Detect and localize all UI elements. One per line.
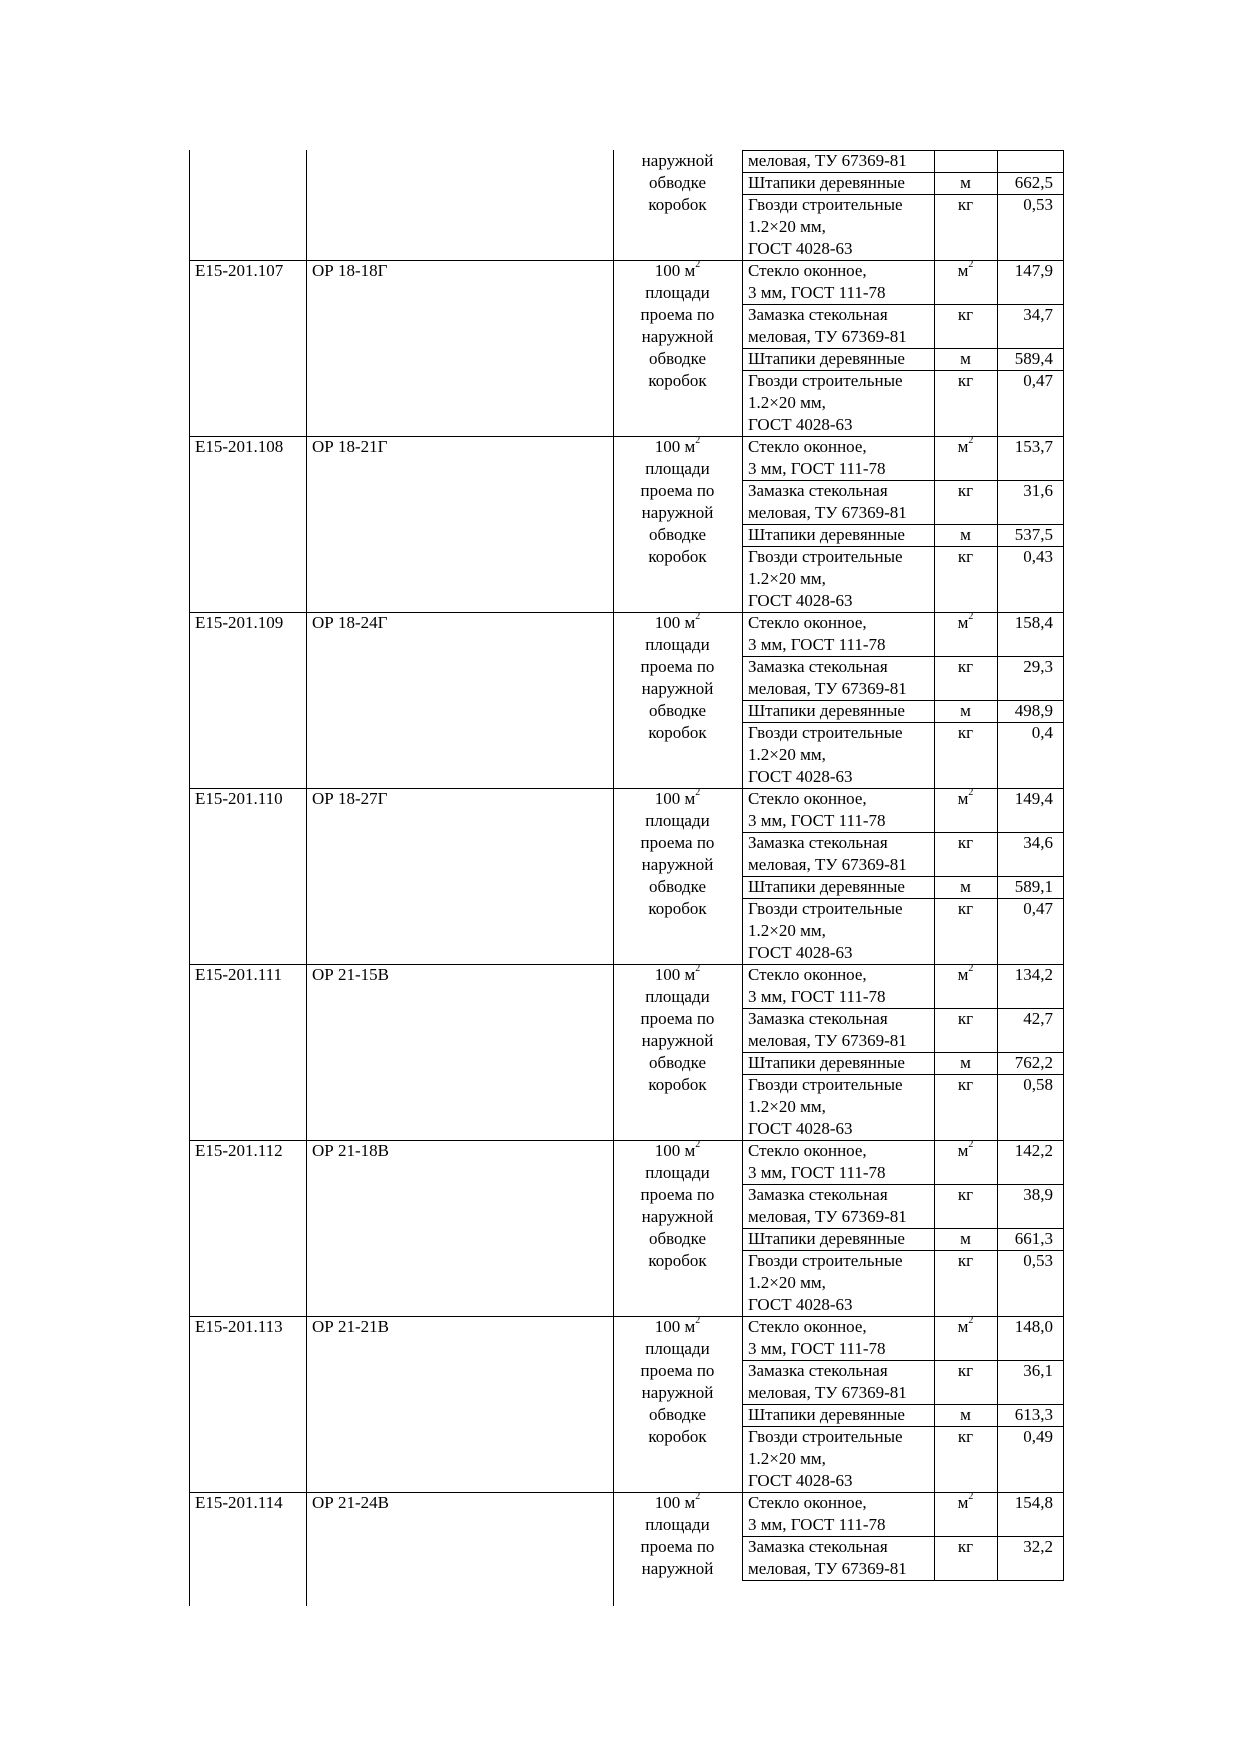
- unit-cell: кг: [957, 305, 974, 324]
- work-description-line: 100 $м^2$: [654, 259, 701, 280]
- superscript-2: 2: [968, 435, 974, 447]
- work-description-line: 100 $м^2$: [654, 1139, 701, 1160]
- material-name-line: Стекло оконное,: [748, 1493, 867, 1512]
- unit-cell: кг: [957, 657, 974, 676]
- material-name-line: ГОСТ 4028-63: [748, 591, 853, 610]
- table-bottom-border: [742, 1580, 1064, 1581]
- material-name-line: 3 мм, ГОСТ 111-78: [748, 811, 886, 830]
- material-name-line: 3 мм, ГОСТ 111-78: [748, 283, 886, 302]
- material-name-line: Штапики деревянные: [748, 1405, 905, 1424]
- quantity-cell: 662,5: [1014, 173, 1053, 192]
- unit-cell: кг: [957, 1185, 974, 1204]
- unit-cell: $м^2$: [957, 963, 974, 984]
- work-description-line: обводке: [648, 1053, 707, 1072]
- material-name-line: меловая, ТУ 67369-81: [748, 1031, 907, 1050]
- rate-code: Е15-201.110: [195, 789, 283, 808]
- material-name-line: 1.2×20 мм,: [748, 745, 826, 764]
- unit-cell: кг: [957, 723, 974, 742]
- quantity-cell: 537,5: [1014, 525, 1053, 544]
- quantity-cell: 0,58: [1023, 1075, 1053, 1094]
- unit-cell: кг: [957, 195, 974, 214]
- window-type: ОР 18-21Г: [312, 437, 388, 456]
- rate-code: Е15-201.107: [195, 261, 284, 280]
- work-description-line: 100 $м^2$: [654, 1491, 701, 1512]
- superscript-2: 2: [968, 963, 974, 975]
- material-name-line: Замазка стекольная: [748, 1185, 888, 1204]
- quantity-cell: 589,4: [1014, 349, 1053, 368]
- rate-code: Е15-201.111: [195, 965, 283, 984]
- rate-code: Е15-201.109: [195, 613, 284, 632]
- column-border: [1063, 150, 1064, 1581]
- window-type: ОР 21-18В: [312, 1141, 389, 1160]
- material-name-line: меловая, ТУ 67369-81: [748, 679, 907, 698]
- material-name-line: ГОСТ 4028-63: [748, 767, 853, 786]
- rate-code: Е15-201.108: [195, 437, 284, 456]
- superscript-2: 2: [968, 1139, 974, 1151]
- unit-cell: м: [960, 1053, 971, 1072]
- material-name-line: 1.2×20 мм,: [748, 217, 826, 236]
- quantity-cell: 498,9: [1014, 701, 1053, 720]
- quantity-cell: 0,47: [1023, 371, 1053, 390]
- superscript-2: 2: [695, 259, 701, 271]
- quantity-cell: 148,0: [1014, 1317, 1053, 1336]
- unit-cell: кг: [957, 899, 974, 918]
- unit-cell: м: [960, 1229, 971, 1248]
- material-name-line: Стекло оконное,: [748, 1317, 867, 1336]
- unit-cell: $м^2$: [957, 1491, 974, 1512]
- work-description-line: проема по: [640, 1009, 715, 1028]
- material-name-line: Гвозди строительные: [748, 371, 903, 390]
- quantity-cell: 154,8: [1014, 1493, 1053, 1512]
- material-name-line: Штапики деревянные: [748, 1229, 905, 1248]
- unit-cell: м: [960, 701, 971, 720]
- work-description-line: проема по: [640, 657, 715, 676]
- material-name-line: Замазка стекольная: [748, 1361, 888, 1380]
- material-name-line: Стекло оконное,: [748, 261, 867, 280]
- material-name-line: ГОСТ 4028-63: [748, 943, 853, 962]
- window-type: ОР 21-24В: [312, 1493, 389, 1512]
- superscript-2: 2: [695, 787, 701, 799]
- material-name-line: Замазка стекольная: [748, 1537, 888, 1556]
- material-name-line: Стекло оконное,: [748, 613, 867, 632]
- unit-cell: м: [960, 1405, 971, 1424]
- material-name-line: ГОСТ 4028-63: [748, 1471, 853, 1490]
- quantity-cell: 29,3: [1023, 657, 1053, 676]
- material-name-line: 3 мм, ГОСТ 111-78: [748, 987, 886, 1006]
- superscript-2: 2: [968, 1491, 974, 1503]
- window-type: ОР 18-27Г: [312, 789, 388, 808]
- material-name-line: Замазка стекольная: [748, 657, 888, 676]
- unit-cell: кг: [957, 1537, 974, 1556]
- work-description-line: 100 $м^2$: [654, 963, 701, 984]
- unit-cell: кг: [957, 371, 974, 390]
- work-description-line: проема по: [640, 305, 715, 324]
- superscript-2: 2: [968, 259, 974, 271]
- quantity-cell: 158,4: [1014, 613, 1053, 632]
- work-description-line: 100 $м^2$: [654, 787, 701, 808]
- quantity-cell: 147,9: [1014, 261, 1053, 280]
- material-name-line: ГОСТ 4028-63: [748, 1295, 853, 1314]
- work-description-line: наружной: [641, 503, 714, 522]
- quantity-cell: 0,43: [1023, 547, 1053, 566]
- work-description-line: коробок: [648, 1251, 707, 1270]
- material-name-line: ГОСТ 4028-63: [748, 1119, 853, 1138]
- material-name-line: Гвозди строительные: [748, 1427, 903, 1446]
- work-description-line: площади: [645, 987, 710, 1006]
- work-description-line: коробок: [648, 899, 707, 918]
- material-name-line: Штапики деревянные: [748, 349, 905, 368]
- superscript-2: 2: [695, 963, 701, 975]
- superscript-2: 2: [695, 1491, 701, 1503]
- work-description-line: обводке: [648, 1229, 707, 1248]
- material-row-border: [742, 194, 1064, 195]
- work-description-line: коробок: [648, 371, 707, 390]
- work-description-line: коробок: [648, 1427, 707, 1446]
- quantity-cell: 34,7: [1023, 305, 1053, 324]
- work-description-line: 100 $м^2$: [654, 1315, 701, 1336]
- work-description-line: площади: [645, 1339, 710, 1358]
- material-name-line: 3 мм, ГОСТ 111-78: [748, 459, 886, 478]
- material-name-line: Штапики деревянные: [748, 173, 905, 192]
- work-description-line: наружной: [641, 327, 714, 346]
- material-name-line: меловая, ТУ 67369-81: [748, 327, 907, 346]
- work-description-line: обводке: [648, 525, 707, 544]
- quantity-cell: 142,2: [1014, 1141, 1053, 1160]
- quantity-cell: 0,53: [1023, 195, 1053, 214]
- superscript-2: 2: [968, 611, 974, 623]
- material-name-line: 1.2×20 мм,: [748, 569, 826, 588]
- material-name-line: 1.2×20 мм,: [748, 1449, 826, 1468]
- superscript-2: 2: [968, 787, 974, 799]
- work-description-line: площади: [645, 635, 710, 654]
- material-name-line: Гвозди строительные: [748, 899, 903, 918]
- material-name-line: Штапики деревянные: [748, 877, 905, 896]
- material-name-line: 3 мм, ГОСТ 111-78: [748, 1163, 886, 1182]
- work-description-line: коробок: [648, 547, 707, 566]
- material-name-line: Стекло оконное,: [748, 437, 867, 456]
- quantity-cell: 0,53: [1023, 1251, 1053, 1270]
- material-name-line: Гвозди строительные: [748, 1075, 903, 1094]
- material-name-line: меловая, ТУ 67369-81: [748, 151, 907, 170]
- superscript-2: 2: [695, 435, 701, 447]
- work-description-line: обводке: [648, 701, 707, 720]
- material-name-line: Стекло оконное,: [748, 1141, 867, 1160]
- material-name-line: 1.2×20 мм,: [748, 1273, 826, 1292]
- rate-code: Е15-201.113: [195, 1317, 283, 1336]
- work-description-line: обводке: [648, 349, 707, 368]
- unit-cell: $м^2$: [957, 1139, 974, 1160]
- work-description-line: проема по: [640, 481, 715, 500]
- unit-cell: кг: [957, 1427, 974, 1446]
- unit-cell: кг: [957, 1361, 974, 1380]
- quantity-cell: 762,2: [1014, 1053, 1053, 1072]
- material-name-line: меловая, ТУ 67369-81: [748, 503, 907, 522]
- work-description-line: проема по: [640, 1361, 715, 1380]
- work-description-line: проема по: [640, 833, 715, 852]
- material-name-line: Гвозди строительные: [748, 195, 903, 214]
- superscript-2: 2: [695, 611, 701, 623]
- unit-cell: м: [960, 877, 971, 896]
- material-name-line: меловая, ТУ 67369-81: [748, 855, 907, 874]
- material-name-line: Замазка стекольная: [748, 305, 888, 324]
- quantity-cell: 36,1: [1023, 1361, 1053, 1380]
- column-border: [189, 150, 190, 1606]
- material-name-line: 1.2×20 мм,: [748, 921, 826, 940]
- work-description-line: площади: [645, 1515, 710, 1534]
- quantity-cell: 589,1: [1014, 877, 1053, 896]
- unit-cell: $м^2$: [957, 435, 974, 456]
- quantity-cell: 31,6: [1023, 481, 1053, 500]
- material-name-line: Замазка стекольная: [748, 833, 888, 852]
- work-description-line: площади: [645, 1163, 710, 1182]
- unit-cell: кг: [957, 1075, 974, 1094]
- column-border: [613, 150, 614, 1606]
- quantity-cell: 38,9: [1023, 1185, 1053, 1204]
- work-description-line: наружной: [641, 1559, 714, 1578]
- work-description-line: площади: [645, 283, 710, 302]
- window-type: ОР 21-21В: [312, 1317, 389, 1336]
- window-type: ОР 18-24Г: [312, 613, 388, 632]
- material-name-line: ГОСТ 4028-63: [748, 415, 853, 434]
- quantity-cell: 134,2: [1014, 965, 1053, 984]
- quantity-cell: 0,4: [1031, 723, 1053, 742]
- material-row-border: [742, 150, 1064, 151]
- work-description-line: наружной: [641, 151, 714, 170]
- unit-cell: кг: [957, 481, 974, 500]
- quantity-cell: 661,3: [1014, 1229, 1053, 1248]
- unit-cell: кг: [957, 833, 974, 852]
- material-name-line: Гвозди строительные: [748, 547, 903, 566]
- material-name-line: ГОСТ 4028-63: [748, 239, 853, 258]
- column-border: [997, 150, 998, 1581]
- work-description-line: обводке: [648, 173, 707, 192]
- work-description-line: обводке: [648, 1405, 707, 1424]
- work-description-line: проема по: [640, 1185, 715, 1204]
- work-description-line: наружной: [641, 1383, 714, 1402]
- unit-cell: кг: [957, 547, 974, 566]
- superscript-2: 2: [968, 1315, 974, 1327]
- work-description-line: площади: [645, 459, 710, 478]
- quantity-cell: 42,7: [1023, 1009, 1053, 1028]
- superscript-2: 2: [695, 1315, 701, 1327]
- unit-cell: кг: [957, 1251, 974, 1270]
- work-description-line: коробок: [648, 195, 707, 214]
- material-name-line: Замазка стекольная: [748, 481, 888, 500]
- quantity-cell: 32,2: [1023, 1537, 1053, 1556]
- work-description-line: наружной: [641, 679, 714, 698]
- rate-code: Е15-201.114: [195, 1493, 283, 1512]
- material-name-line: Штапики деревянные: [748, 1053, 905, 1072]
- material-name-line: меловая, ТУ 67369-81: [748, 1207, 907, 1226]
- window-type: ОР 21-15В: [312, 965, 389, 984]
- material-row-border: [742, 172, 1064, 173]
- unit-cell: м: [960, 349, 971, 368]
- column-border: [934, 150, 935, 1581]
- work-description-line: наружной: [641, 855, 714, 874]
- material-name-line: меловая, ТУ 67369-81: [748, 1383, 907, 1402]
- material-name-line: Гвозди строительные: [748, 1251, 903, 1270]
- material-name-line: Стекло оконное,: [748, 789, 867, 808]
- material-name-line: меловая, ТУ 67369-81: [748, 1559, 907, 1578]
- superscript-2: 2: [695, 1139, 701, 1151]
- material-name-line: Гвозди строительные: [748, 723, 903, 742]
- unit-cell: $м^2$: [957, 1315, 974, 1336]
- material-name-line: 1.2×20 мм,: [748, 393, 826, 412]
- material-name-line: 3 мм, ГОСТ 111-78: [748, 635, 886, 654]
- rate-code: Е15-201.112: [195, 1141, 283, 1160]
- work-description-line: обводке: [648, 877, 707, 896]
- unit-cell: $м^2$: [957, 611, 974, 632]
- work-description-line: площади: [645, 811, 710, 830]
- material-name-line: 3 мм, ГОСТ 111-78: [748, 1339, 886, 1358]
- work-description-line: коробок: [648, 723, 707, 742]
- work-description-line: наружной: [641, 1031, 714, 1050]
- material-name-line: 3 мм, ГОСТ 111-78: [748, 1515, 886, 1534]
- material-name-line: Штапики деревянные: [748, 701, 905, 720]
- unit-cell: кг: [957, 1009, 974, 1028]
- quantity-cell: 153,7: [1014, 437, 1053, 456]
- quantity-cell: 613,3: [1014, 1405, 1053, 1424]
- unit-cell: м: [960, 173, 971, 192]
- window-type: ОР 18-18Г: [312, 261, 388, 280]
- material-name-line: 1.2×20 мм,: [748, 1097, 826, 1116]
- quantity-cell: 0,49: [1023, 1427, 1053, 1446]
- quantity-cell: 0,47: [1023, 899, 1053, 918]
- material-name-line: Стекло оконное,: [748, 965, 867, 984]
- unit-cell: м: [960, 525, 971, 544]
- work-description-line: 100 $м^2$: [654, 435, 701, 456]
- column-border: [742, 150, 743, 1581]
- unit-cell: $м^2$: [957, 259, 974, 280]
- column-border: [306, 150, 307, 1606]
- quantity-cell: 34,6: [1023, 833, 1053, 852]
- work-description-line: наружной: [641, 1207, 714, 1226]
- quantity-cell: 149,4: [1014, 789, 1053, 808]
- unit-cell: $м^2$: [957, 787, 974, 808]
- work-description-line: коробок: [648, 1075, 707, 1094]
- work-description-line: 100 $м^2$: [654, 611, 701, 632]
- material-name-line: Штапики деревянные: [748, 525, 905, 544]
- work-description-line: проема по: [640, 1537, 715, 1556]
- material-name-line: Замазка стекольная: [748, 1009, 888, 1028]
